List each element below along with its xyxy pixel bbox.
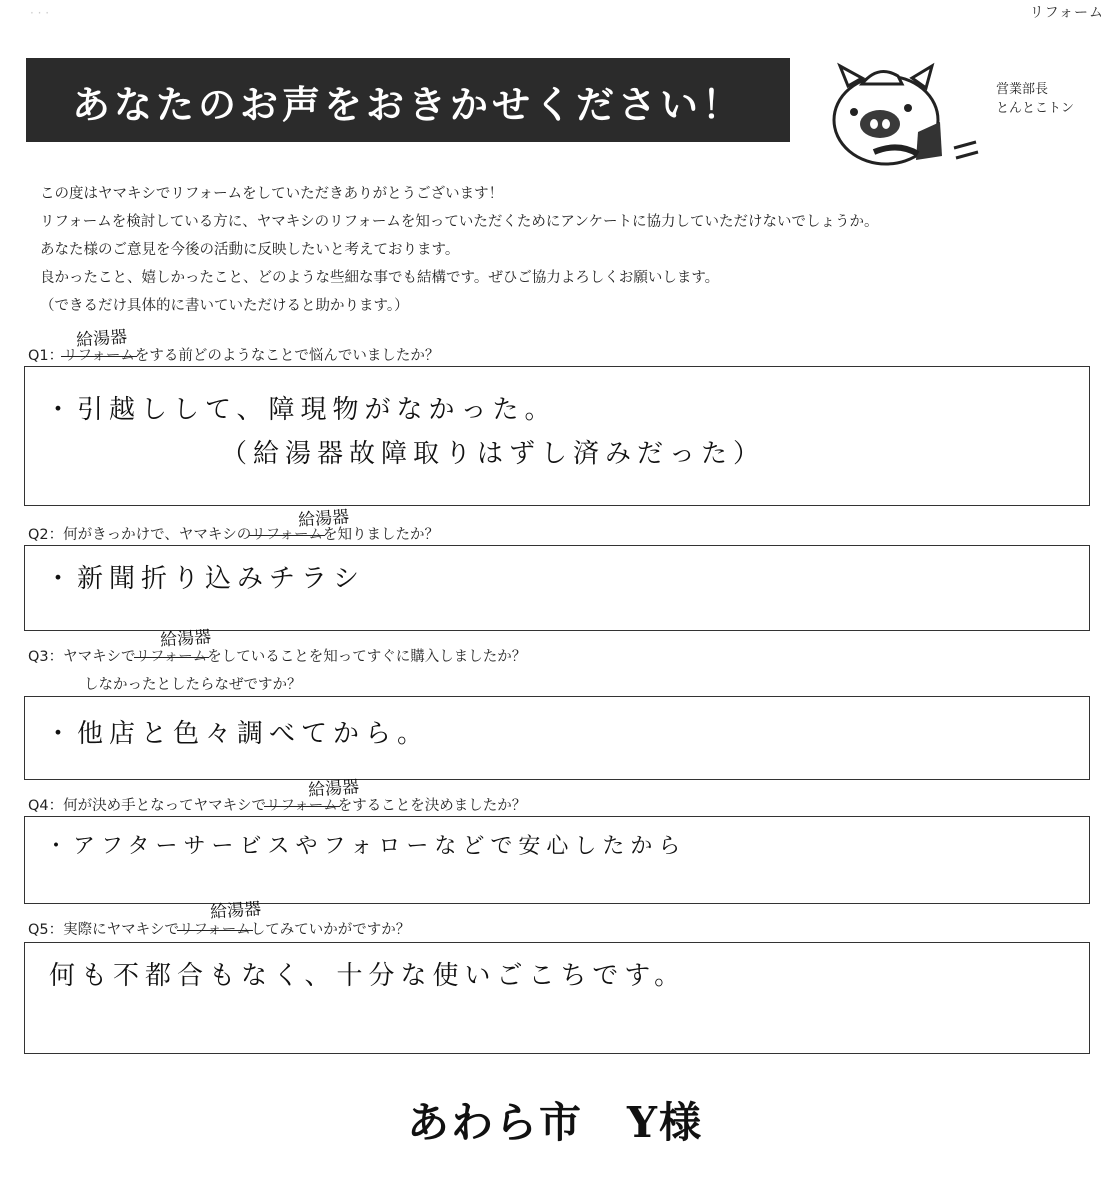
answer-text: （給湯器故障取りはずし済みだった） xyxy=(221,439,766,469)
intro-line: あなた様のご意見を今後の活動に反映したいと考えております。 xyxy=(40,242,460,258)
pig-mascot-icon xyxy=(818,62,983,172)
handwritten-correction: 給湯器 xyxy=(307,777,360,801)
struck-word: リフォーム xyxy=(251,527,323,543)
answer-box-3 xyxy=(24,696,1090,780)
mascot-caption xyxy=(996,80,1074,118)
handwritten-correction: 給湯器 xyxy=(209,899,262,923)
answer-box-1 xyxy=(24,366,1090,506)
category-label: リフォーム xyxy=(1029,5,1104,21)
question-suffix: をする前どのようなことで悩んでいましたか？ xyxy=(134,348,440,364)
question-prefix: Q1： xyxy=(28,348,64,364)
question-3-subline: しなかったとしたらなぜですか？ xyxy=(84,677,302,693)
intro-line: （できるだけ具体的に書いていただけると助かります。） xyxy=(40,298,409,314)
intro-text xyxy=(40,180,1080,320)
answer-box-5 xyxy=(24,942,1090,1054)
answer-box-4 xyxy=(24,816,1090,904)
scan-noise: · · · xyxy=(30,6,50,20)
question-suffix: をしていることを知ってすぐに購入しましたか？ xyxy=(207,649,527,665)
question-5 xyxy=(28,918,410,939)
question-4 xyxy=(28,794,526,815)
question-prefix: Q4：何が決め手となってヤマキシで xyxy=(28,798,266,814)
question-prefix: Q5：実際にヤマキシで xyxy=(28,922,179,938)
answer-text: ・引越しして、障現物がなかった。 xyxy=(45,395,557,425)
handwritten-correction: 給湯器 xyxy=(297,507,350,531)
question-suffix: を知りましたか？ xyxy=(322,527,439,543)
mascot-name: とんとこトン xyxy=(996,101,1075,116)
struck-word: リフォーム xyxy=(179,922,251,938)
question-3 xyxy=(28,645,526,666)
question-prefix: Q2：何がきっかけで、ヤマキシの xyxy=(28,527,252,543)
struck-word: リフォーム xyxy=(266,798,338,814)
title-banner xyxy=(26,58,790,142)
intro-line: 良かったこと、嬉しかったこと、どのような些細な事でも結構です。ぜひご協力よろしくお願いします。 xyxy=(40,270,720,286)
question-1 xyxy=(28,344,439,365)
intro-line: リフォームを検討している方に、ヤマキシのリフォームを知っていただくためにアンケートに協力していただけないでしょうか。 xyxy=(40,214,879,230)
handwritten-correction: 給湯器 xyxy=(75,327,128,351)
struck-word: リフォーム xyxy=(63,348,135,364)
intro-line: この度はヤマキシでリフォームをしていただきありがとうございます！ xyxy=(40,186,504,202)
struck-word: リフォーム xyxy=(135,649,208,665)
question-suffix: をすることを決めましたか？ xyxy=(337,798,527,814)
mascot-title: 営業部長 xyxy=(996,82,1049,97)
page-title: あなたのお声をおきかせください！ xyxy=(72,83,745,127)
answer-text: 何も不都合もなく、十分な使いごこちです。 xyxy=(49,961,687,991)
answer-text: ・他店と色々調べてから。 xyxy=(45,719,430,749)
answer-box-2 xyxy=(24,545,1090,631)
question-prefix: Q3：ヤマキシで xyxy=(28,649,136,665)
answer-text: ・新聞折り込みチラシ xyxy=(45,564,366,594)
question-2 xyxy=(28,523,439,544)
question-suffix: してみていかがですか？ xyxy=(250,922,411,938)
handwritten-correction: 給湯器 xyxy=(159,627,212,651)
customer-name: あわら市 Y様 xyxy=(407,1098,703,1147)
answer-text: ・アフターサービスやフォローなどで安心したから xyxy=(45,834,687,859)
